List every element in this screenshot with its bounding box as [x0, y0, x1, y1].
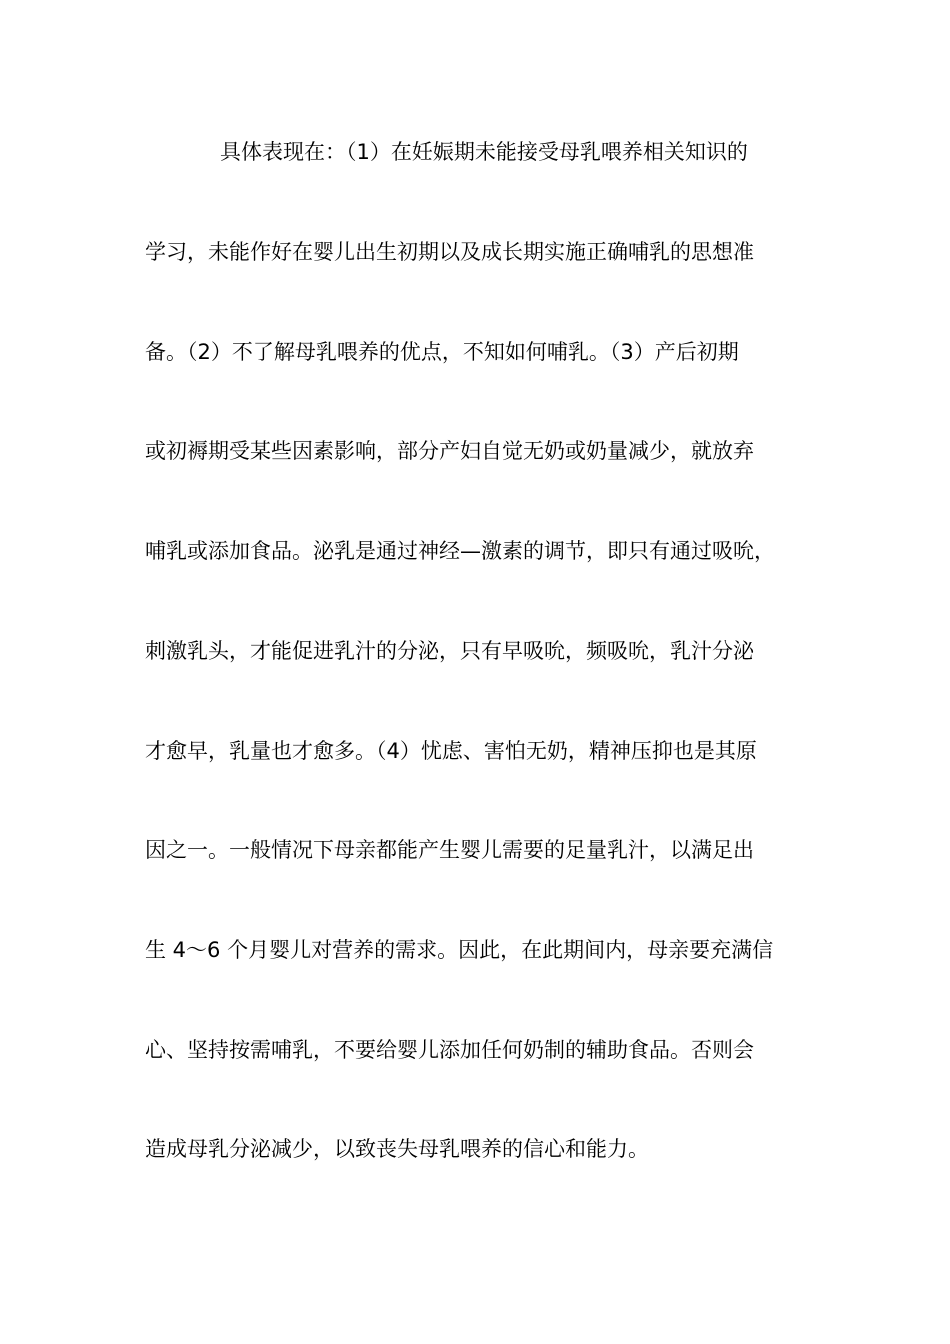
text-line: 生 4～6 个月婴儿对营养的需求。因此，在此期间内，母亲要充满信 — [145, 938, 774, 962]
text-line: 造成母乳分泌减少，以致丧失母乳喂养的信心和能力。 — [145, 1137, 649, 1161]
text-line: 刺激乳头，才能促进乳汁的分泌，只有早吸吮，频吸吮，乳汁分泌 — [145, 639, 754, 663]
text-line: 因之一。一般情况下母亲都能产生婴儿需要的足量乳汁，以满足出 — [145, 838, 754, 862]
text-line: 备。（2）不了解母乳喂养的优点，不知如何哺乳。（3）产后初期 — [145, 340, 739, 364]
text-line: 哺乳或添加食品。泌乳是通过神经—激素的调节，即只有通过吸吮， — [145, 539, 775, 563]
text-line: 才愈早，乳量也才愈多。（4）忧虑、害怕无奶，精神压抑也是其原 — [145, 739, 757, 763]
text-line: 心、坚持按需哺乳，不要给婴儿添加任何奶制的辅助食品。否则会 — [145, 1038, 754, 1062]
text-line: 或初褥期受某些因素影响，部分产妇自觉无奶或奶量减少，就放弃 — [145, 439, 754, 463]
text-line: 具体表现在：（1）在妊娠期未能接受母乳喂养相关知识的 — [220, 140, 748, 164]
text-line: 学习，未能作好在婴儿出生初期以及成长期实施正确哺乳的思想准 — [145, 240, 754, 264]
